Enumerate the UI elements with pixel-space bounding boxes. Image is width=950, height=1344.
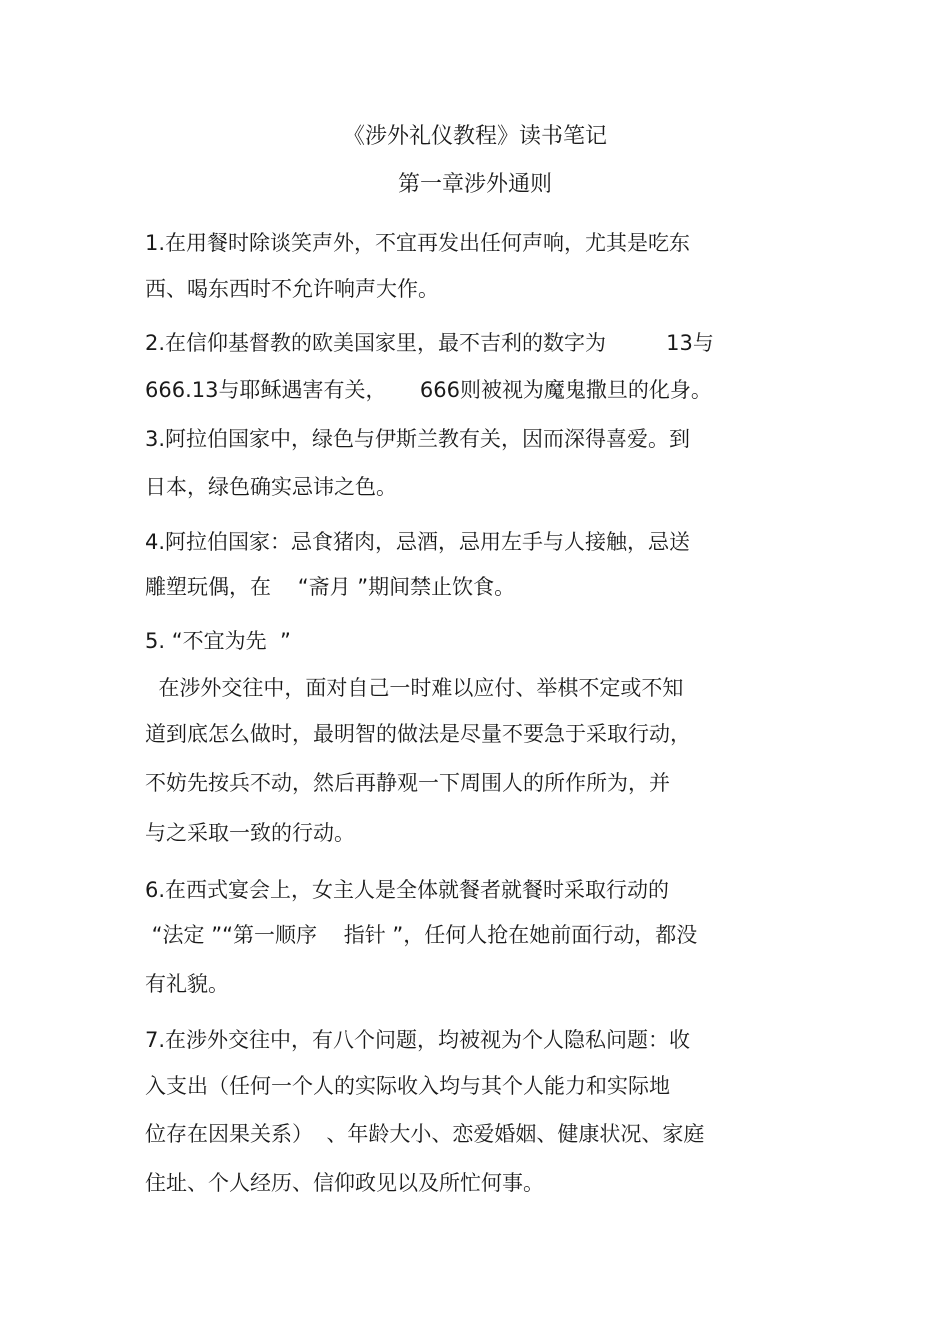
document-title: 《涉外礼仪教程》读书笔记 xyxy=(342,124,607,149)
chapter-heading: 第一章涉外通则 xyxy=(397,172,552,197)
text-line: 3.阿拉伯国家中，绿色与伊斯兰教有关，因而深得喜爱。到 xyxy=(145,427,691,451)
text-line: 入支出（任何一个人的实际收入均与其个人能力和实际地 xyxy=(145,1074,670,1098)
text-line: 有礼貌。 xyxy=(145,972,229,996)
text-line: 6.在西式宴会上，女主人是全体就餐者就餐时采取行动的 xyxy=(145,878,670,902)
text-line: 雕塑玩偶，在 “斋月 ”期间禁止饮食。 xyxy=(145,575,516,599)
text-line: 位存在因果关系） 、年龄大小、恋爱婚姻、健康状况、家庭 xyxy=(145,1122,705,1146)
text-line: 666.13与耶稣遇害有关， 666则被视为魔鬼撒旦的化身。 xyxy=(145,378,712,402)
text-line: 西、喝东西时不允许响声大作。 xyxy=(145,277,439,301)
text-line: 道到底怎么做时，最明智的做法是尽量不要急于采取行动， xyxy=(145,722,691,746)
text-line: 7.在涉外交往中，有八个问题，均被视为个人隐私问题：收 xyxy=(145,1028,691,1052)
text-line: 5. “不宜为先 ” xyxy=(145,629,291,653)
text-line: 2.在信仰基督教的欧美国家里，最不吉利的数字为 13与 xyxy=(145,331,714,355)
text-line: “法定 ”“第一顺序 指针 ”，任何人抢在她前面行动，都没 xyxy=(145,923,698,947)
text-line: 住址、个人经历、信仰政见以及所忙何事。 xyxy=(145,1171,544,1195)
text-line: 与之采取一致的行动。 xyxy=(145,821,355,845)
text-line: 1.在用餐时除谈笑声外，不宜再发出任何声响，尤其是吃东 xyxy=(145,231,691,255)
text-line: 日本，绿色确实忌讳之色。 xyxy=(145,475,397,499)
text-line: 不妨先按兵不动，然后再静观一下周围人的所作所为，并 xyxy=(145,771,670,795)
text-line: 4.阿拉伯国家：忌食猪肉，忌酒，忌用左手与人接触，忌送 xyxy=(145,530,691,554)
text-line: 在涉外交往中，面对自己一时难以应付、举棋不定或不知 xyxy=(145,676,684,700)
